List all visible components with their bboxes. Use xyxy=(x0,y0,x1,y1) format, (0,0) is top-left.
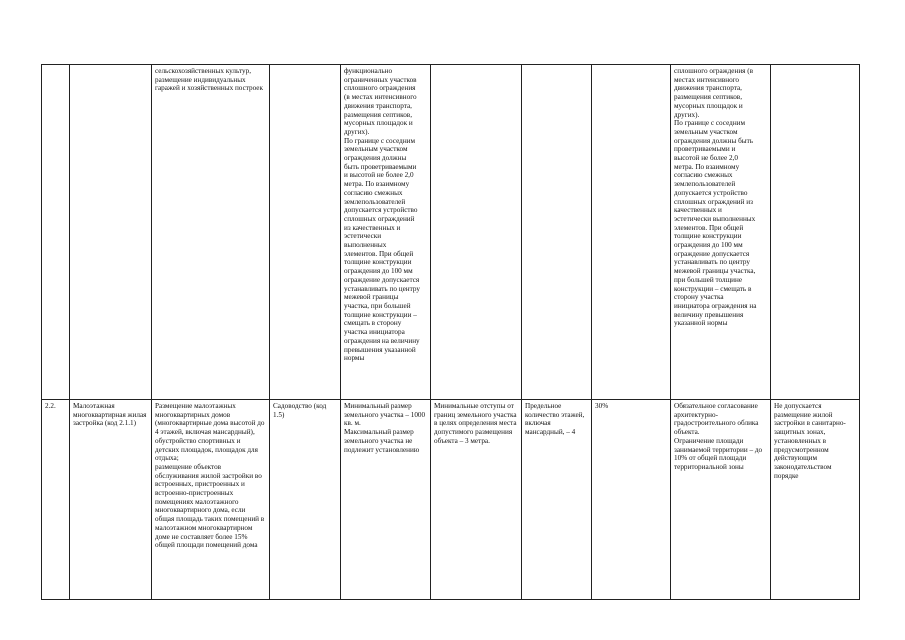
table-row xyxy=(42,65,860,400)
cell-description: Размещение малоэтажных многоквартирных домов (многоквартирные дома высотой до 4 этажей, включая мансардный), обустройство спортивных и детских площадок, площадок для отдыха; размещение объектов обслуживания жилой застройки во встроенных, пристроенных и встроенно-пристроенных помещениях малоэтажного многоквартирного дома, если общая площадь таких помещений в малоэтажном многоквартирном доме не составляет более 15% общей площади помещений дома xyxy=(152,400,270,600)
cell-restrictions: Не допускается размещение жилой застройки в санитарно-защитных зонах, установленных в предусмотренном действующим законодательством порядке xyxy=(771,400,860,600)
cell-land-use-type xyxy=(70,65,152,400)
regulations-table xyxy=(41,64,860,600)
cell-max-floors xyxy=(522,65,592,400)
cell-other-params: Обязательное согласование архитектурно-градостроительного облика объекта. Ограничение площади занимаемой территории – до 10% от общей площади территориальной зоны xyxy=(671,400,771,600)
cell-max-floors: Предельное количество этажей, включая мансардный, – 4 xyxy=(522,400,592,600)
cell-plot-size: Минимальный размер земельного участка – 1000 кв. м. Максимальный размер земельного участка не подлежит установлению xyxy=(341,400,431,600)
cell-restrictions xyxy=(771,65,860,400)
cell-description: сельскохозяйственных культур, размещение индивидуальных гаражей и хозяйственных построек xyxy=(152,65,270,400)
cell-number xyxy=(42,65,70,400)
cell-auxiliary-use: Садоводство (код 1.5) xyxy=(270,400,341,600)
cell-plot-size: функционально ограниченных участков сплошного ограждения (в местах интенсивного движения транспорта, размещения септиков, мусорных площадок и других). По границе с соседним земельным участком ограждения должны быть проветриваемыми и высотой не более 2,0 метра. По взаимному согласию смежных землепользователей допускается устройство сплошных ограждений из качественных и эстетически выполненных элементов. При общей толщине конструкции ограждения до 100 мм ограждение допускается устанавливать по центру межевой границы участка, при большей толщине конструкции – смещать в сторону участка инициатора ограждения на величину превышения указанной нормы xyxy=(341,65,431,400)
cell-land-use-type: Малоэтажная многоквартирная жилая застройка (код 2.1.1) xyxy=(70,400,152,600)
cell-setbacks: Минимальные отступы от границ земельного участка в целях определения места допустимого размещения объекта – 3 метра. xyxy=(431,400,522,600)
cell-other-params: сплошного ограждения (в местах интенсивного движения транспорта, размещения септиков, мусорных площадок и других). По границе с соседним земельным участком ограждения должны быть проветриваемыми и высотой не более 2,0 метра. По взаимному согласию смежных землепользователей допускается устройство сплошных ограждений из качественных и эстетически выполненных элементов. При общей толщине конструкции ограждения до 100 мм ограждение допускается устанавливать по центру межевой границы участка, при большей толщине конструкции – смещать в сторону участка инициатора ограждения на величину превышения указанной нормы xyxy=(671,65,771,400)
cell-auxiliary-use xyxy=(270,65,341,400)
cell-setbacks xyxy=(431,65,522,400)
cell-coverage: 30% xyxy=(592,400,671,600)
cell-number: 2.2. xyxy=(42,400,70,600)
cell-coverage xyxy=(592,65,671,400)
table-row xyxy=(42,400,860,600)
